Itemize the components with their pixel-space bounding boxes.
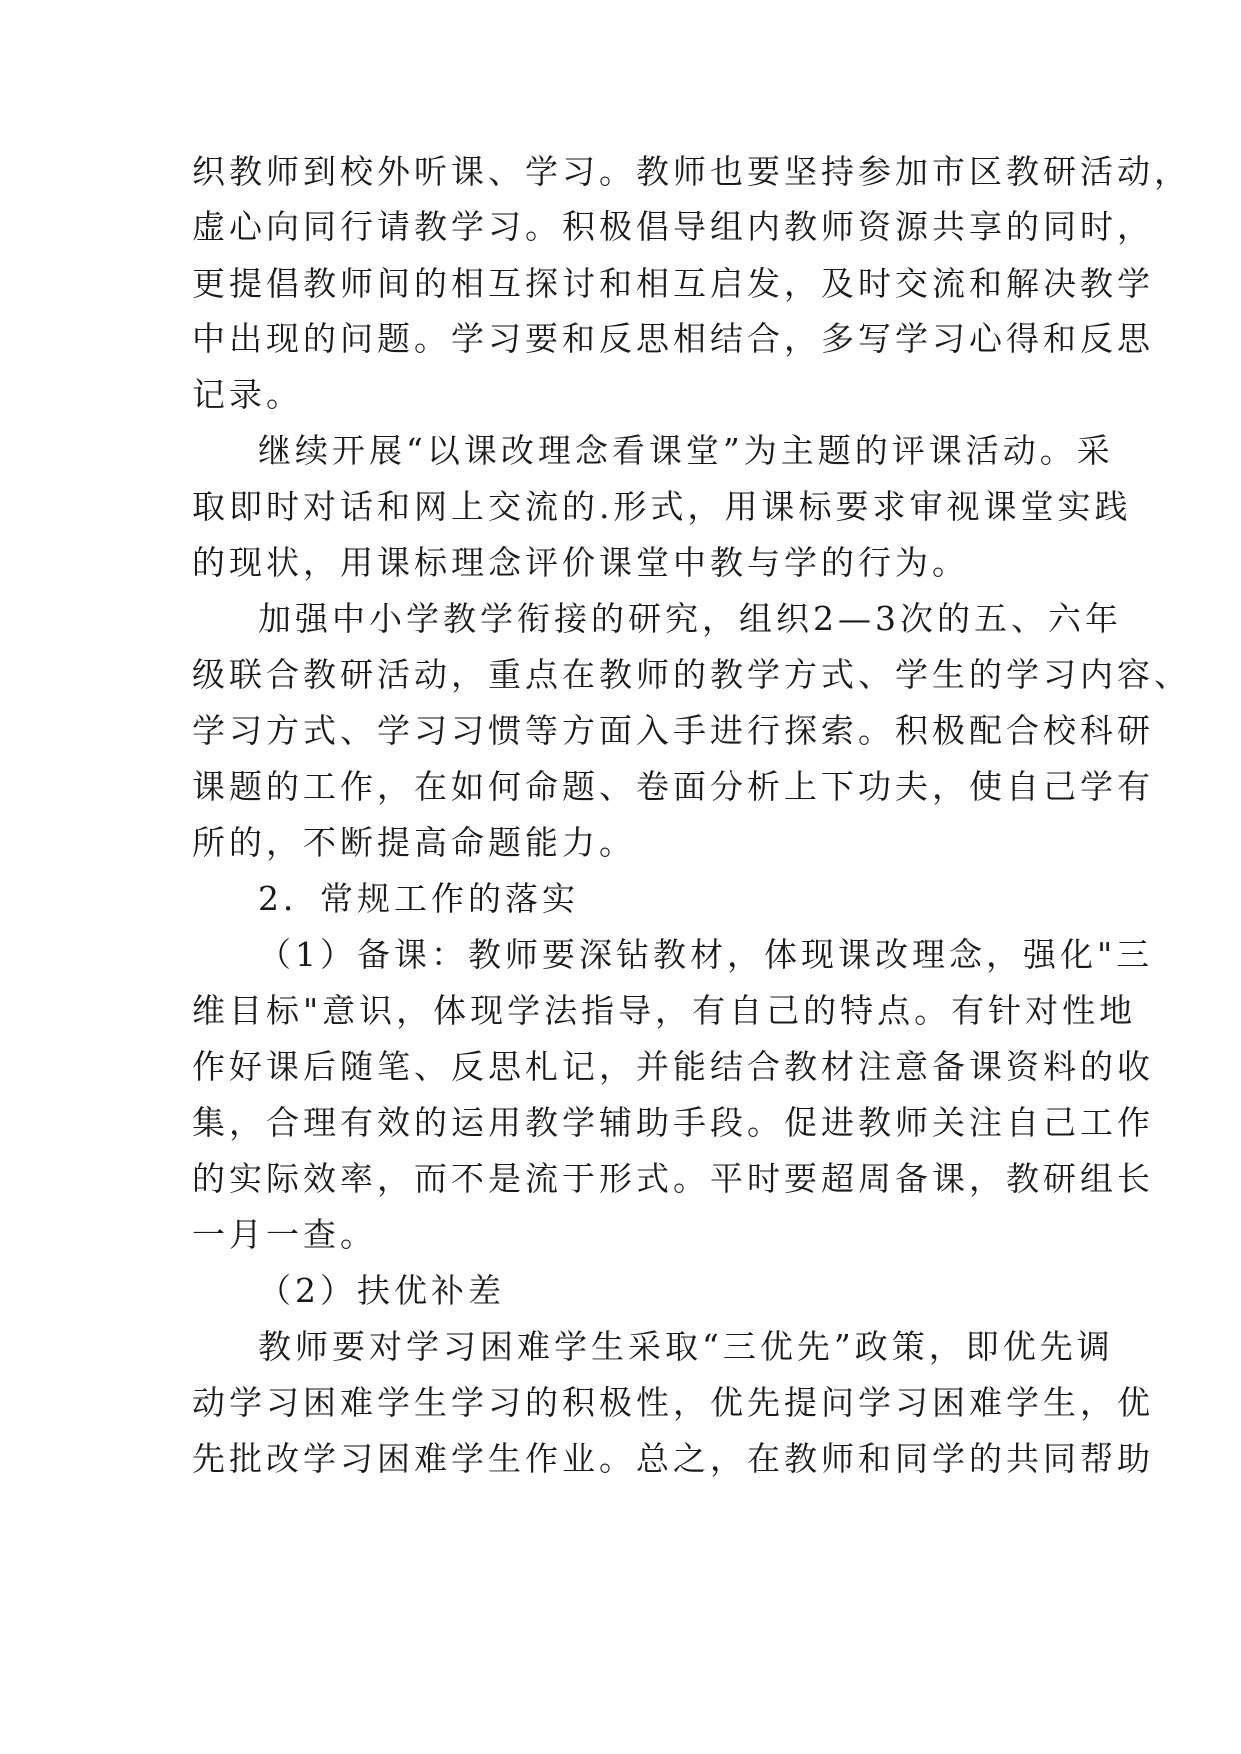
text-line: 动学习困难学生学习的积极性，优先提问学习困难学生，优: [192, 1383, 1154, 1422]
text-line: 教师要对学习困难学生采取“三优先”政策，即优先调: [258, 1327, 1114, 1366]
text-line: 取即时对话和网上交流的.形式，用课标要求审视课堂实践: [192, 487, 1132, 526]
text-line: 作好课后随笔、反思札记，并能结合教材注意备课资料的收: [192, 1047, 1154, 1086]
text-line: 虚心向同行请教学习。积极倡导组内教师资源共享的同时，: [192, 207, 1154, 246]
text-line: 集，合理有效的运用教学辅助手段。促进教师关注自己工作: [192, 1103, 1154, 1142]
text-line: 所的，不断提高命题能力。: [192, 823, 636, 862]
text-line: 的实际效率，而不是流于形式。平时要超周备课，教研组长: [192, 1159, 1154, 1198]
text-line: 学习方式、学习习惯等方面入手进行探索。积极配合校科研: [192, 711, 1154, 750]
text-line: 课题的工作，在如何命题、卷面分析上下功夫，使自己学有: [192, 767, 1154, 806]
text-line: 一月一查。: [192, 1215, 377, 1254]
text-line: 加强中小学教学衔接的研究，组织2—3次的五、六年: [258, 599, 1122, 638]
text-line: 更提倡教师间的相互探讨和相互启发，及时交流和解决教学: [192, 264, 1154, 303]
text-line: 维目标"意识，体现学法指导，有自己的特点。有针对性地: [192, 991, 1137, 1030]
section-heading: 2．常规工作的落实: [258, 879, 579, 918]
text-line: 先批改学习困难学生作业。总之，在教师和同学的共同帮助: [192, 1439, 1154, 1478]
subsection-heading: （2）扶优补差: [258, 1271, 505, 1310]
text-line: 中出现的问题。学习要和反思相结合，多写学习心得和反思: [192, 319, 1154, 358]
text-line: （1）备课：教师要深钻教材，体现课改理念，强化"三: [258, 935, 1154, 974]
text-line: 织教师到校外听课、学习。教师也要坚持参加市区教研活动，: [192, 152, 1191, 191]
text-line: 继续开展“以课改理念看课堂”为主题的评课活动。采: [258, 431, 1114, 470]
text-line: 记录。: [192, 375, 303, 414]
text-line: 级联合教研活动，重点在教师的教学方式、学生的学习内容、: [192, 655, 1191, 694]
text-line: 的现状，用课标理念评价课堂中教与学的行为。: [192, 543, 969, 582]
